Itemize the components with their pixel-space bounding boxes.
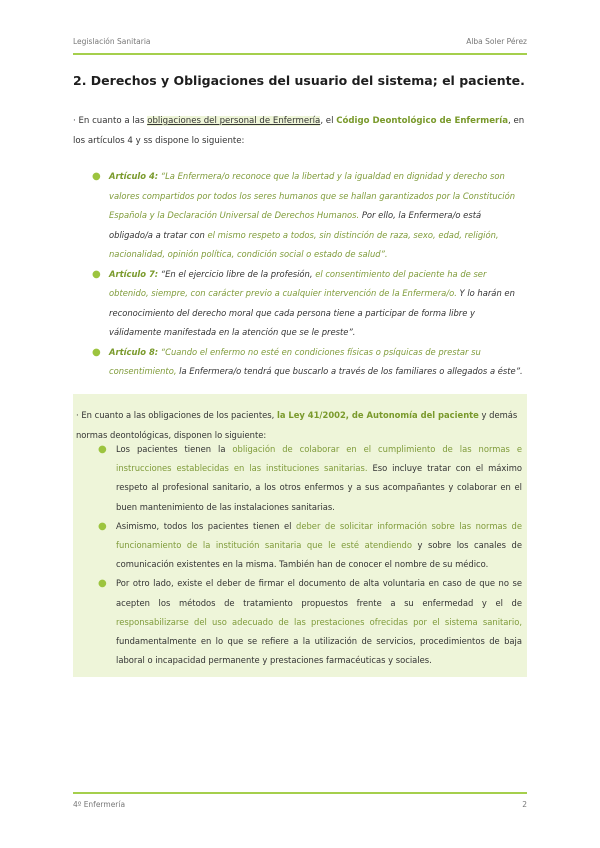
article-text: Y lo harán en reconocimiento del derecho moral que cada persona tiene a participar de forma libre y válidamente manifestada en la atención que se le preste”.	[109, 288, 515, 337]
article-label: Artículo 7:	[109, 268, 159, 279]
article-text-green: el consentimiento del paciente ha de ser obtenido, siempre, con carácter previo a cualquier intervención de la Enfermera/o.	[109, 268, 487, 298]
bullet-icon: ●	[98, 578, 107, 590]
page-footer	[73, 800, 527, 814]
header-subject: Legislación Sanitaria	[73, 37, 151, 46]
code-reference: Código Deontológico de Enfermería	[336, 116, 509, 126]
article-text-green: “Cuando el enfermo no esté en condiciones físicas o psíquicas de prestar su consentimiento,	[109, 346, 481, 376]
header-divider	[73, 53, 527, 55]
article-text: “En el ejercicio libre de la profesión,	[158, 268, 316, 279]
patients-intro-text-2: y demás normas deontológicas, disponen lo siguiente:	[76, 410, 518, 440]
intro-text-1: · En cuanto a las	[73, 116, 148, 126]
bullet-icon: ●	[92, 346, 101, 358]
duty-text: Asimismo, todos los pacientes tienen el	[116, 520, 297, 531]
duty-text: y sobre los canales de comunicación existentes en la misma. También han de conocer el nombre de su médico.	[116, 540, 523, 570]
patient-duties-list	[98, 440, 522, 670]
list-item-article-8	[92, 343, 527, 382]
list-item	[98, 517, 522, 575]
bullet-icon: ●	[98, 444, 107, 455]
page-header	[73, 37, 527, 51]
patients-intro-text-1: · En cuanto a las obligaciones de los pacientes,	[76, 410, 277, 420]
footer-divider	[73, 792, 527, 794]
duty-text-green: obligación de colaborar en el cumplimiento de las normas e instrucciones establecidas en las instituciones sanitarias.	[116, 444, 522, 474]
bullet-icon: ●	[92, 268, 101, 280]
page-number: 2	[522, 800, 527, 809]
intro-text-2: , el	[320, 116, 337, 126]
staff-obligations-link[interactable]: obligaciones del personal de Enfermería	[147, 116, 321, 126]
law-reference: la Ley 41/2002, de Autonomía del paciente	[276, 410, 479, 420]
bullet-icon: ●	[92, 171, 101, 182]
article-text-green: “La Enfermera/o reconoce que la libertad y la igualdad en dignidad y derecho son valores compartidos por todos los seres humanos que se hallan garantizados por la Constitución Española y la Declaración Universal de Derechos Humanos.	[109, 171, 516, 220]
duty-text: fundamentalmente en lo que se refiere a la utilización de servicios, procedimientos de baja laboral o incapacidad permanente y prestaciones farmacéuticas y sociales.	[116, 636, 522, 666]
list-item-article-4	[92, 167, 527, 265]
article-text: la Enfermera/o tendrá que buscarlo a través de los familiares o allegados a éste”.	[176, 366, 523, 376]
duty-text-green: responsabilizarse del uso adecuado de las prestaciones ofrecidas por el sistema sanitario,	[116, 616, 522, 627]
article-text-green: el mismo respeto a todos, sin distinción de raza, sexo, edad, religión, nacionalidad, opinión política, condición social o estado de salud”.	[109, 229, 499, 259]
footer-course: 4º Enfermería	[73, 800, 126, 809]
list-item	[98, 440, 522, 517]
list-item-article-7	[92, 265, 527, 343]
article-text: Por ello, la Enfermera/o está obligado/a a tratar con	[109, 210, 482, 240]
patients-intro	[76, 405, 522, 445]
duty-text: Los pacientes tienen la	[116, 444, 233, 454]
articles-list	[92, 167, 527, 382]
bullet-icon: ●	[98, 520, 107, 532]
list-item	[98, 574, 522, 670]
section-title: 2. Derechos y Obligaciones del usuario del sistema; el paciente.	[73, 73, 525, 88]
article-label: Artículo 8:	[109, 346, 159, 357]
article-label: Artículo 4:	[109, 171, 159, 181]
intro-paragraph	[73, 111, 527, 151]
intro-text-3: , en los artículos 4 y ss dispone lo siguiente:	[73, 116, 525, 146]
duty-text: Por otro lado, existe el deber de firmar el documento de alta voluntaria en caso de que no se acepten los métodos de tratamiento propuestos frente a su enfermedad y el de	[116, 578, 522, 608]
header-author: Alba Soler Pérez	[466, 37, 527, 46]
duty-text: Eso incluye tratar con el máximo respeto al profesional sanitario, a los otros enfermos y a sus acompañantes y colaborar en el buen mantenimiento de las instalaciones sanitarias.	[116, 463, 522, 512]
duty-text-green: deber de solicitar información sobre las normas de funcionamiento de la institución sanitaria que le esté atendiendo	[116, 520, 522, 551]
